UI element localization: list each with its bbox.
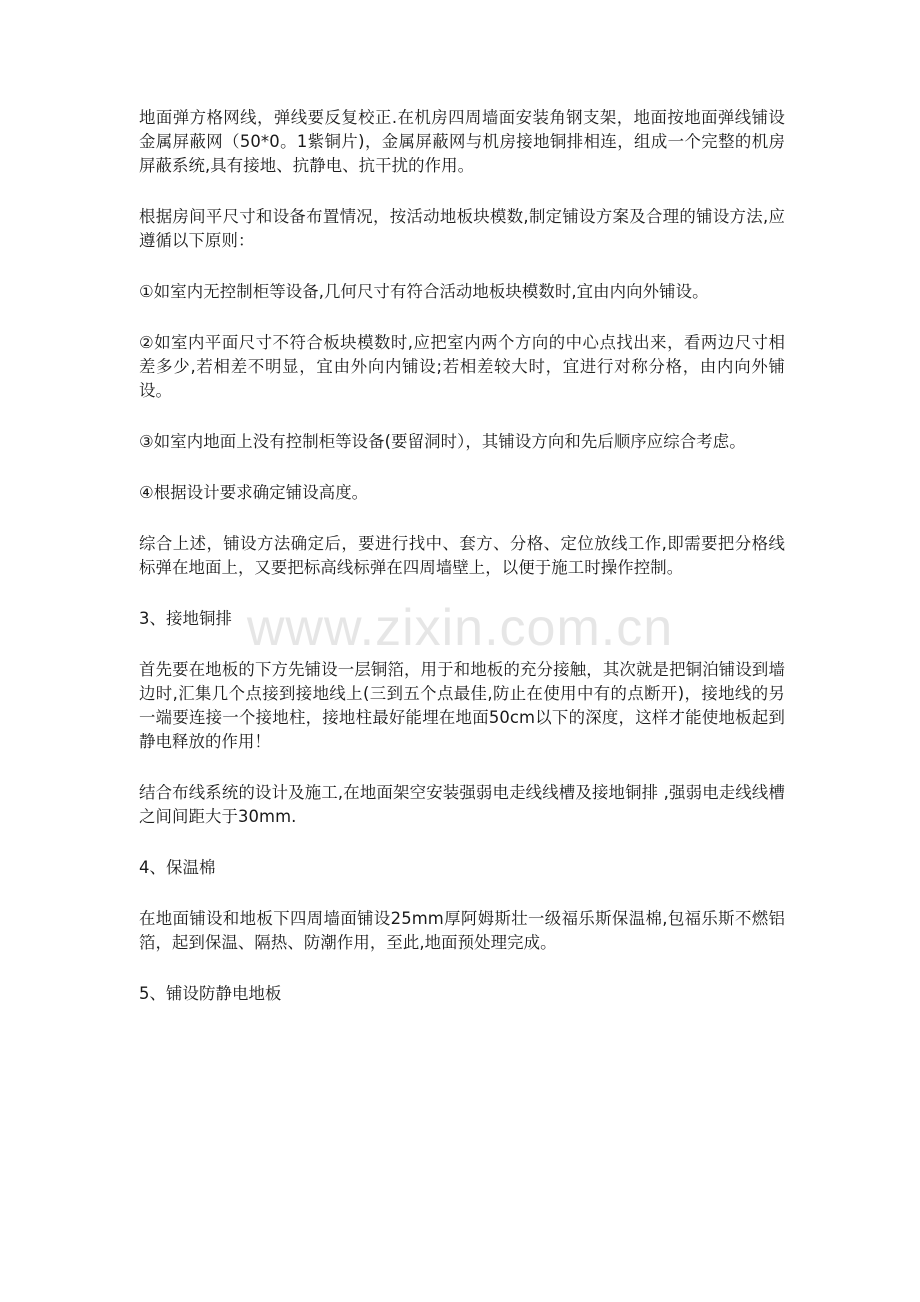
paragraph-rule-1: ①如室内无控制柜等设备,几何尺寸有符合活动地板块模数时,宜由内向外铺设。 xyxy=(139,282,709,301)
paragraph-rule-2: ②如室内平面尺寸不符合板块模数时,应把室内两个方向的中心点找出来，看两边尺寸相差多少,若相差不明显，宜由外向内铺设;若相差较大时，宜进行对称分格，由内向外铺设。 xyxy=(139,333,785,400)
paragraph-rule-4: ④根据设计要求确定铺设高度。 xyxy=(139,483,369,502)
section-heading-insulation: 4、保温棉 xyxy=(139,858,216,877)
paragraph-copper-foil: 首先要在地板的下方先铺设一层铜箔，用于和地板的充分接触，其次就是把铜泊铺设到墙边时,汇集几个点接到接地线上(三到五个点最佳,防止在使用中有的点断开)，接地线的另一端要连接一个接地柱，接地柱最好能埋在地面50cm以下的深度，这样才能使地板起到静电释放的作用！ xyxy=(139,660,785,751)
document-body xyxy=(139,106,785,1033)
watermark: www.zixin.com.cn xyxy=(246,599,674,657)
paragraph-rule-3: ③如室内地面上没有控制柜等设备(要留洞时），其铺设方向和先后顺序应综合考虑。 xyxy=(139,432,746,451)
section-heading-grounding-copper-bar: 3、接地铜排 xyxy=(139,609,232,628)
section-heading-antistatic-floor: 5、铺设防静电地板 xyxy=(139,984,282,1003)
paragraph-laying-principles: 根据房间平尺寸和设备布置情况，按活动地板块模数,制定铺设方案及合理的铺设方法,应遵循以下原则： xyxy=(139,207,785,250)
paragraph-insulation: 在地面铺设和地板下四周墙面铺设25mm厚阿姆斯壮一级福乐斯保温棉,包福乐斯不燃铝箔，起到保温、隔热、防潮作用，至此,地面预处理完成。 xyxy=(139,909,785,952)
paragraph-shielding-net: 地面弹方格网线，弹线要反复校正.在机房四周墙面安装角钢支架，地面按地面弹线铺设金属屏蔽网（50*0。1紫铜片)，金属屏蔽网与机房接地铜排相连，组成一个完整的机房屏蔽系统,具有接地、抗静电、抗干扰的作用。 xyxy=(139,108,785,175)
paragraph-summary: 综合上述，铺设方法确定后，要进行找中、套方、分格、定位放线工作,即需要把分格线标弹在地面上，又要把标高线标弹在四周墙壁上，以便于施工时操作控制。 xyxy=(139,534,785,577)
paragraph-cable-trays: 结合布线系统的设计及施工,在地面架空安装强弱电走线线槽及接地铜排 ,强弱电走线线槽之间间距大于30mm. xyxy=(139,783,785,826)
